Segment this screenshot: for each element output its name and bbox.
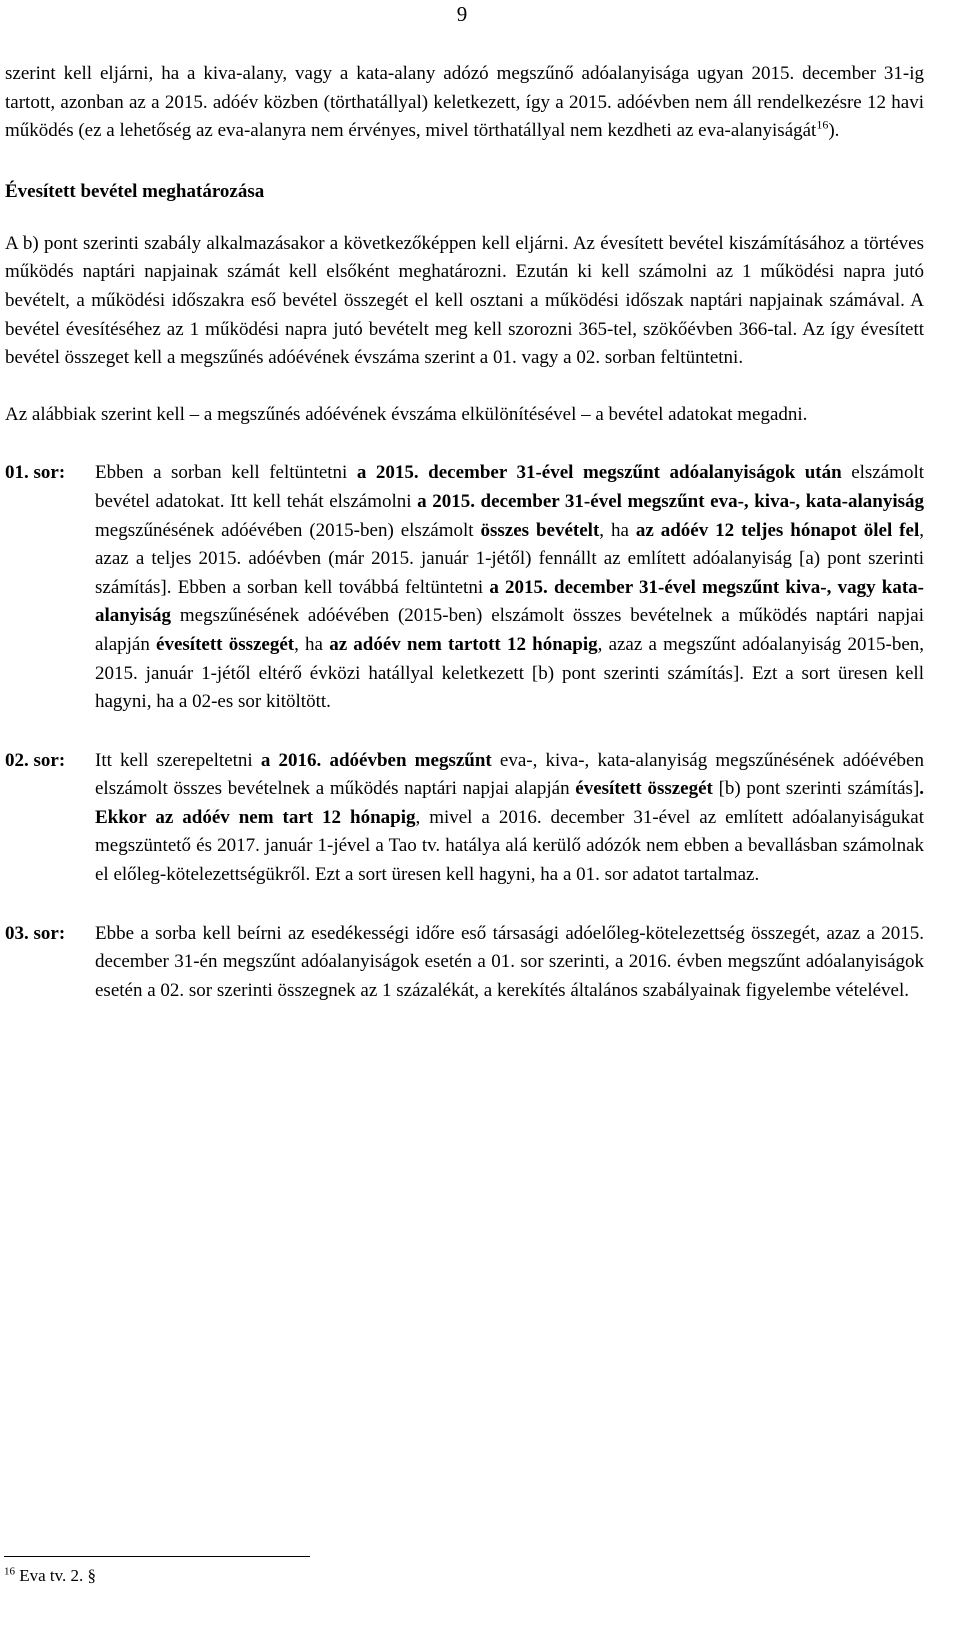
bold-text-run: az adóév 12 teljes hónapot ölel fel: [635, 519, 920, 541]
row-body: [95, 920, 924, 1006]
row-body: [95, 459, 924, 716]
bold-text-run: a 2015. december 31-ével megszűnt kiva-, vagy kata-alanyiság: [95, 576, 924, 627]
document-body: [5, 60, 924, 1005]
row-entry-01: [5, 459, 924, 716]
row-body: [95, 747, 924, 890]
intro-paragraph: [5, 60, 924, 146]
paragraph-instructions: Az alábbiak szerint kell – a megszűnés adóévének évszáma elkülönítésével – a bevétel adatokat megadni.: [5, 403, 808, 425]
text-run: Ebbe a sorba kell beírni az esedékességi időre eső társasági adóelőleg-kötelezettség összegét, azaz a 2015. december 31-én megszűnt adóalanyiságok esetén a 01. sor szerinti, a 2016. évben megszűnt adóalanyiságok esetén a 02. sor szerinti összegnek az 1 százalékát, a kerekítés általános szabályainak figyelembe vételével.: [95, 922, 924, 1001]
bold-text-run: a 2015. december 31-ével megszűnt adóalanyiságok után: [356, 462, 842, 484]
bold-text-run: összes bevételt: [480, 519, 600, 541]
intro-text: szerint kell eljárni, ha a kiva-alany, vagy a kata-alany adózó megszűnő adóalanyisága ugyan 2015. december 31-ig tartott, azonban az a 2015. adóév közben (törthatállyal) keletkezett, így a 2015. adóévben nem áll rendelkezésre 12 havi működés (ez a lehetőség az eva-alanyra nem érvényes, mivel törthatállyal nem kezdheti az eva-alanyiságát: [5, 63, 924, 142]
footnote-number: 16: [4, 1565, 15, 1578]
text-run: elszámolt bevétel adatokat. Itt kell tehát elszámolni: [95, 462, 925, 512]
text-run: , mivel a 2016. december 31-ével az említett adóalanyiságukat megszüntető és 2017. január 1-jével a Tao tv. hatálya alá kerülő adózók nem ebben a bevallásban számolnak el előleg-kötelezettségükről. Ezt a sort üresen kell hagyni, ha a 01. sor adatot tartalmaz.: [95, 806, 924, 886]
bold-text-run: a 2015. december 31-ével megszűnt eva-, kiva-, kata-alanyiság: [417, 490, 924, 512]
footnote-divider: [4, 1556, 310, 1557]
row-label: 02. sor:: [5, 749, 66, 771]
text-run: , azaz a megszűnt adóalanyiság 2015-ben, 2015. január 1-jétől eltérő évközi hatállyal keletkezett [b) pont szerinti számítás]. Ezt a sort üresen kell hagyni, ha a 02-es sor kitöltött.: [95, 633, 925, 713]
bold-text-run: . Ekkor az adóév nem tart 12 hónapig: [95, 778, 925, 828]
row-label: 01. sor:: [5, 462, 66, 484]
text-run: Ebben a sorban kell feltüntetni: [95, 462, 357, 484]
footnote-reference[interactable]: 16: [816, 117, 829, 132]
text-run: megszűnésének adóévében (2015-ben) elszámolt összes bevételnek a működés naptári napjai alapján: [95, 605, 924, 655]
text-run: [b) pont szerinti számítás]: [712, 778, 920, 800]
text-run: , azaz a teljes 2015. adóévben (már 2015. január 1-jétől) fennállt az említett adóalanyiság [a) pont szerinti számítás]. Ebben a sorban kell továbbá feltüntetni: [95, 519, 924, 598]
page-number: 9: [456, 2, 468, 26]
row-entry-02: [5, 747, 924, 890]
row-entry-03: [5, 920, 924, 1006]
text-run: eva-, kiva-, kata-alanyiság megszűnésének adóévében elszámolt összes bevételnek a működés naptári napjai alapján: [95, 749, 924, 800]
bold-text-run: az adóév nem tartott 12 hónapig: [329, 633, 598, 655]
text-run: megszűnésének adóévében (2015-ben) elszámolt: [95, 519, 481, 541]
row-label: 03. sor:: [5, 922, 66, 944]
text-run: , ha: [294, 633, 330, 655]
footnote: [4, 1565, 96, 1587]
intro-text-end: ).: [828, 120, 840, 142]
paragraph-annualized-revenue: A b) pont szerinti szabály alkalmazásakor a következőképpen kell eljárni. Az évesített bevétel kiszámításához a törtéves működés naptári napjainak számát kell elsőként meghatározni. Ezután ki kell számolni az 1 működési napra jutó bevételt, a működési időszakra eső bevétel összegét el kell osztani a működési időszak naptári napjainak számával. A bevétel évesítéséhez az 1 működési napra jutó bevételt meg kell szorozni 365-tel, szökőévben 366-tal. Az így évesített bevétel összeget kell a megszűnés adóévének évszáma szerint a 01. vagy a 02. sorban feltüntetni.: [5, 232, 924, 369]
text-run: Itt kell szerepeltetni: [95, 749, 261, 771]
bold-text-run: a 2016. adóévben megszűnt: [260, 749, 492, 771]
footnote-text: Eva tv. 2. §: [15, 1566, 97, 1585]
bold-text-run: évesített összegét: [156, 633, 295, 655]
bold-text-run: évesített összegét: [575, 778, 713, 800]
section-heading: Évesített bevétel meghatározása: [5, 180, 265, 202]
text-run: , ha: [599, 519, 636, 541]
